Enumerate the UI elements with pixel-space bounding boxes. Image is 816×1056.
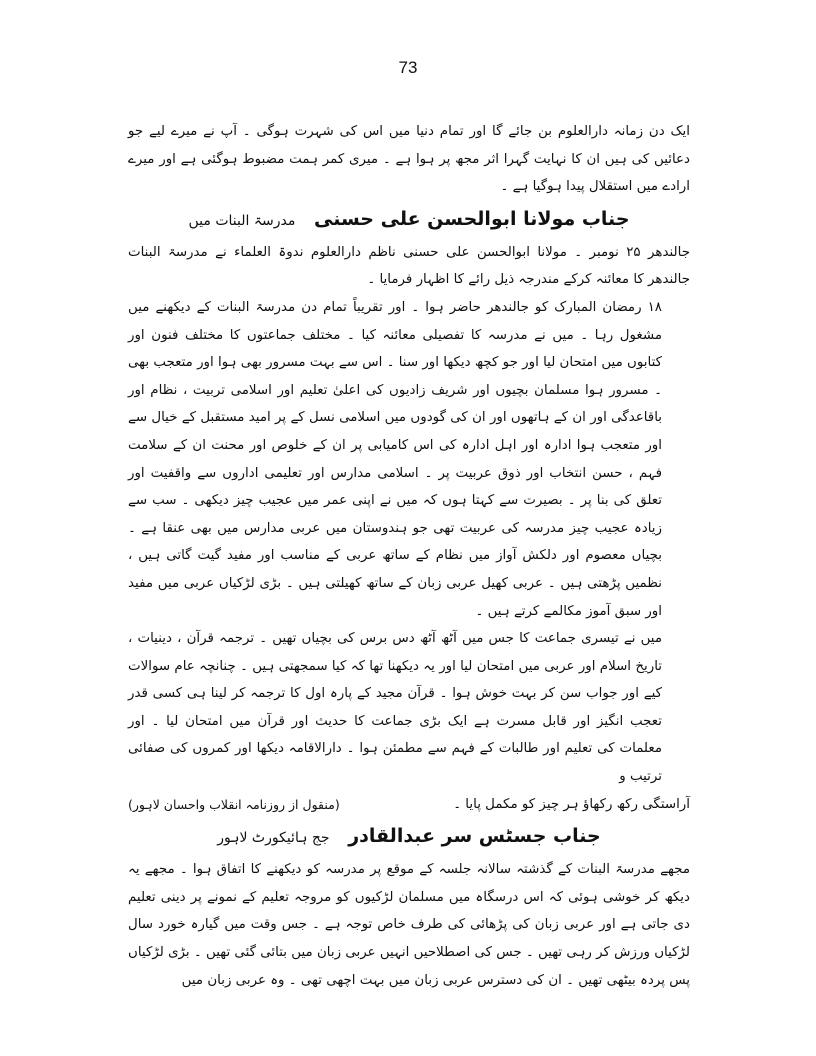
paragraph-opening: ایک دن زمانہ دارالعلوم بن جائے گا اور تمام دنیا میں اس کی شہرت ہوگی ۔ آپ نے میرے لیے جو دعائیں کی ہیں ان کا نہایت گہرا اثر مجھ پر ہوا ہے ۔ میری کمر ہمت مضبوط ہوگئی ہے اور میرے ارادے میں استقلال پیدا ہوگیا ہے ۔: [128, 124, 690, 195]
page-number: 73: [398, 58, 418, 77]
source-line: [128, 791, 690, 819]
section-heading-abdul-qadir: [128, 818, 690, 856]
heading-subtitle: جج ہائیکورٹ لاہور: [217, 830, 330, 847]
paragraph-inspection: ۱۸ رمضان المبارک کو جالندھر حاضر ہوا ۔ اور تقریباً تمام دن مدرسۃ البنات کے دیکھنے میں مشغول رہا ۔ میں نے مدرسہ کا تفصیلی معائنہ کیا ۔ مختلف جماعتوں کا مختلف فنون اور کتابوں میں امتحان لیا اور جو کچھ دیکھا اور سنا ۔ اس سے بہت مسرور بھی ہوا اور متعجب بھی ۔ مسرور ہوا مسلمان بچیوں اور شریف زادیوں کی اعلیٰ تعلیم اور اسلامی تربیت ، نظام اور باقاعدگی اور ان کے ہاتھوں اور ان کی گودوں میں اسلامی نسل کے پر امید مستقبل کے خیال سے اور متعجب ہوا ادارہ اور اہل ادارہ کی اس کامیابی پر ان کے خلوص اور محنت ان کے سلامت فہم ، حسن انتخاب اور ذوق عربیت پر ۔ اسلامی مدارس اور تعلیمی اداروں سے واقفیت اور تعلق کی بنا پر ۔ بصیرت سے کہتا ہوں کہ میں نے اپنی عمر میں عجیب چیز دیکھی ۔ سب سے زیادہ عجیب چیز مدرسہ کی عربیت تھی جو ہندوستان میں عربی مدارس میں بھی عنقا ہے ۔ بچیاں معصوم اور دلکش آواز میں نظام کے ساتھ عربی کے مناسب اور مفید گیت گاتی ہیں ، نظمیں پڑھتی ہیں ۔ عربی کھیل عربی زبان کے ساتھ کھیلتی ہیں ۔ بڑی لڑکیاں عربی میں مفید اور سبق آموز مکالمے کرتے ہیں ۔: [128, 299, 662, 619]
paragraph-examination: میں نے تیسری جماعت کا جس میں آٹھ آٹھ دس برس کی بچیاں تھیں ۔ ترجمہ قرآن ، دینیات ، تاریخ اسلام اور عربی میں امتحان لیا اور یہ دیکھنا تھا کہ کیا سمجھتی ہیں ۔ چنانچہ عام سوالات کیے اور جواب سن کر بہت خوش ہوا ۔ قرآن مجید کے پارہ اول کا ترجمہ کر لینا ہی کسی قدر تعجب انگیز اور قابل مسرت ہے ایک بڑی جماعت کا حدیث اور قرآن میں امتحان لیا ۔ اور معلمات کی تعلیم اور طالبات کے فہم سے مطمئن ہوا ۔ دارالاقامہ دیکھا اور کمروں کی صفائی ترتیب و: [128, 631, 662, 785]
heading-name: جناب جسٹس سر عبدالقادر: [348, 825, 601, 848]
heading-name: جناب مولانا ابوالحسن علی حسنی: [313, 207, 630, 230]
paragraph-ending: آراستگی رکھ رکھاؤ ہر چیز کو مکمل پایا ۔: [453, 796, 690, 812]
paragraph-dateline: جالندھر ۲۵ نومبر ۔ مولانا ابوالحسن علی حسنی ناظم دارالعلوم ندوۃ العلماء نے مدرسۃ البنات جالندھر کا معائنہ کرکے مندرجہ ذیل رائے کا اظہار فرمایا ۔: [128, 244, 690, 288]
heading-subtitle: مدرسۃ البنات میں: [188, 212, 296, 229]
source-citation: (منقول از روزنامہ انقلاب واحسان لاہور): [128, 796, 340, 812]
section-heading-nadwi: [128, 201, 690, 239]
paragraph-visit: مجھے مدرسۃ البنات کے گذشتہ سالانہ جلسہ کے موقع پر مدرسہ کو دیکھنے کا اتفاق ہوا ۔ مجھے یہ دیکھ کر خوشی ہوئی کہ اس درسگاہ میں مسلمان لڑکیوں کو مروجہ تعلیم کے نمونے پر دینی تعلیم دی جاتی ہے اور عربی زبان کی پڑھائی کی طرف خاص توجہ ہے ۔ جس وقت میں گیارہ خورد سال لڑکیاں ورزش کر رہی تھیں ۔ جس کی اصطلاحیں انہیں عربی زبان میں بتائی گئی تھیں ۔ بڑی لڑکیاں پس پردہ بیٹھی تھیں ۔ ان کی دسترس عربی زبان میں بہت اچھی تھی ۔ وہ عربی زبان میں: [128, 862, 690, 988]
body-text: [128, 118, 690, 994]
